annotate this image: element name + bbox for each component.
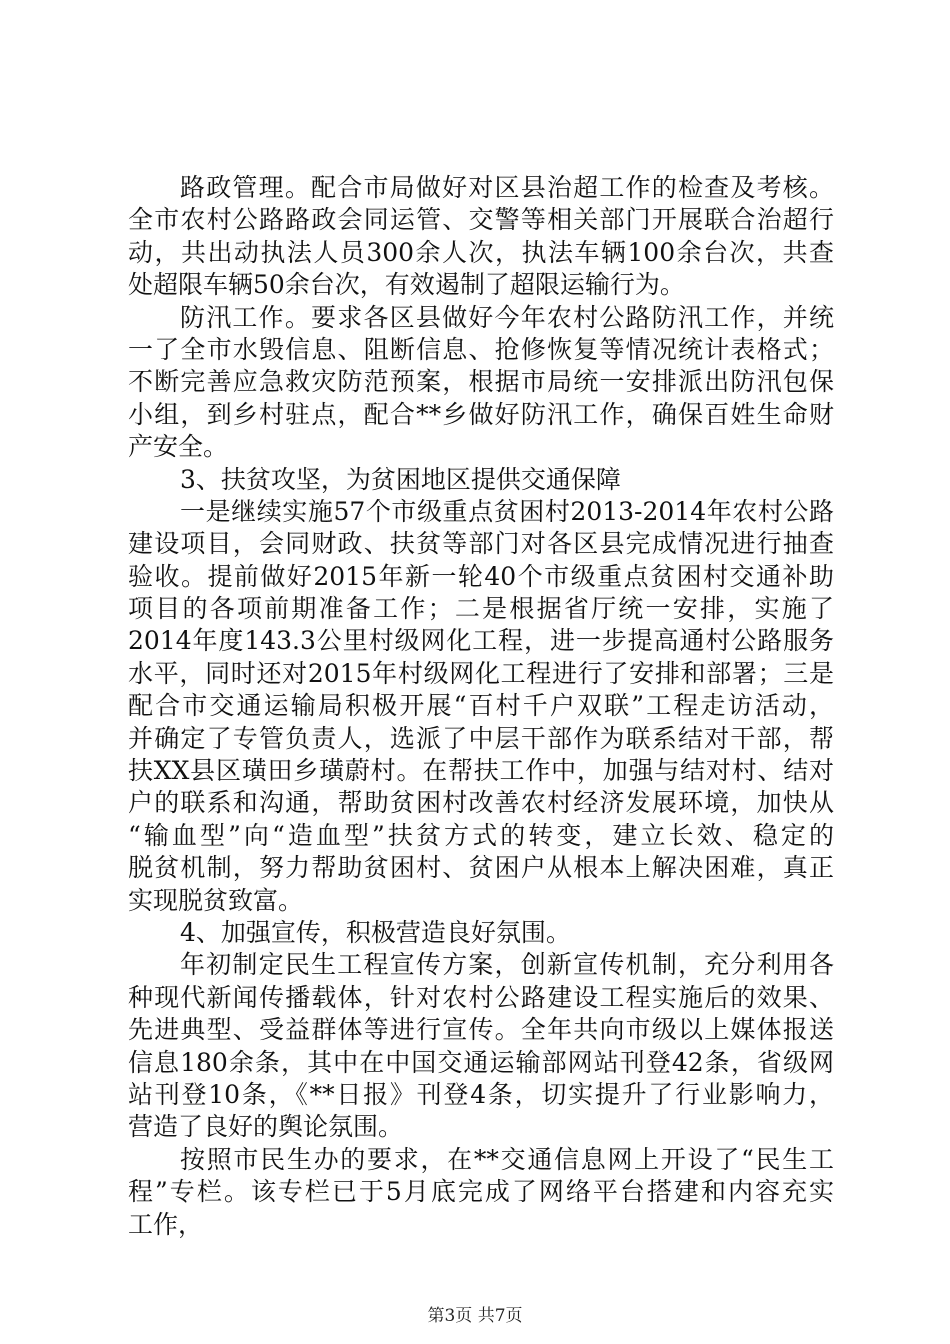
text-line: 营造了良好的舆论氛围。 [128,1112,404,1142]
text-line: 一了全市水毁信息、阻断信息、抢修恢复等情况统计表格式； [128,334,834,364]
text-line: 工作， [128,1209,204,1239]
text-line: 水平，同时还对2015年村级网化工程进行了安排和部署；三是 [128,658,834,688]
text-line: 按照市民生办的要求，在**交通信息网上开设了“民生工 [180,1144,834,1174]
document-body [128,172,834,1241]
text-line: 路政管理。配合市局做好对区县治超工作的检查及考核。 [180,173,834,202]
text-line: 产安全。 [128,432,229,462]
text-line: 建设项目，会同财政、扶贫等部门对各区县完成情况进行抽查 [128,529,834,559]
page-footer: 第3页 共7页 [427,1306,523,1326]
text-line: 先进典型、受益群体等进行宣传。全年共向市级以上媒体报送 [128,1015,834,1045]
text-line: 动，共出动执法人员300余人次，执法车辆100余台次，共查 [128,237,834,267]
text-line: 户的联系和沟通，帮助贫困村改善农村经济发展环境，加快从 [128,788,834,818]
text-line: 并确定了专管负责人，选派了中层干部作为联系结对干部，帮 [128,723,834,753]
text-line: 年初制定民生工程宣传方案，创新宣传机制，充分利用各 [180,950,834,980]
text-line: 实现脱贫致富。 [128,885,304,915]
text-line: 扶XX县区璜田乡璜蔚村。在帮扶工作中，加强与结对村、结对 [128,756,834,786]
text-line: 全市农村公路路政会同运管、交警等相关部门开展联合治超行 [128,205,834,235]
text-line: 处超限车辆50余台次，有效遏制了超限运输行为。 [128,270,685,300]
text-line: “输血型”向“造血型”扶贫方式的转变，建立长效、稳定的 [128,820,834,850]
text-line: 3、扶贫攻坚，为贫困地区提供交通保障 [180,464,621,494]
text-line: 信息180余条，其中在中国交通运输部网站刊登42条，省级网 [128,1047,834,1077]
text-line: 2014年度143.3公里村级网化工程，进一步提高通村公路服务 [128,626,834,656]
text-line: 验收。提前做好2015年新一轮40个市级重点贫困村交通补助 [128,561,834,591]
text-line: 站刊登10条，《**日报》刊登4条，切实提升了行业影响力， [128,1079,834,1109]
text-line: 防汛工作。要求各区县做好今年农村公路防汛工作，并统 [180,302,834,332]
text-line: 一是继续实施57个市级重点贫困村2013-2014年农村公路 [180,496,834,526]
text-line: 配合市交通运输局积极开展“百村千户双联”工程走访活动， [128,691,834,721]
text-line: 种现代新闻传播载体，针对农村公路建设工程实施后的效果、 [128,982,834,1012]
text-line: 4、加强宣传，积极营造良好氛围。 [180,917,571,947]
text-line: 项目的各项前期准备工作；二是根据省厅统一安排，实施了 [128,594,834,624]
text-line: 小组，到乡村驻点，配合**乡做好防汛工作，确保百姓生命财 [128,399,834,429]
text-line: 不断完善应急救灾防范预案，根据市局统一安排派出防汛包保 [128,367,834,397]
text-line: 程”专栏。该专栏已于5月底完成了网络平台搭建和内容充实 [128,1177,834,1207]
text-line: 脱贫机制，努力帮助贫困村、贫困户从根本上解决困难，真正 [128,853,834,883]
